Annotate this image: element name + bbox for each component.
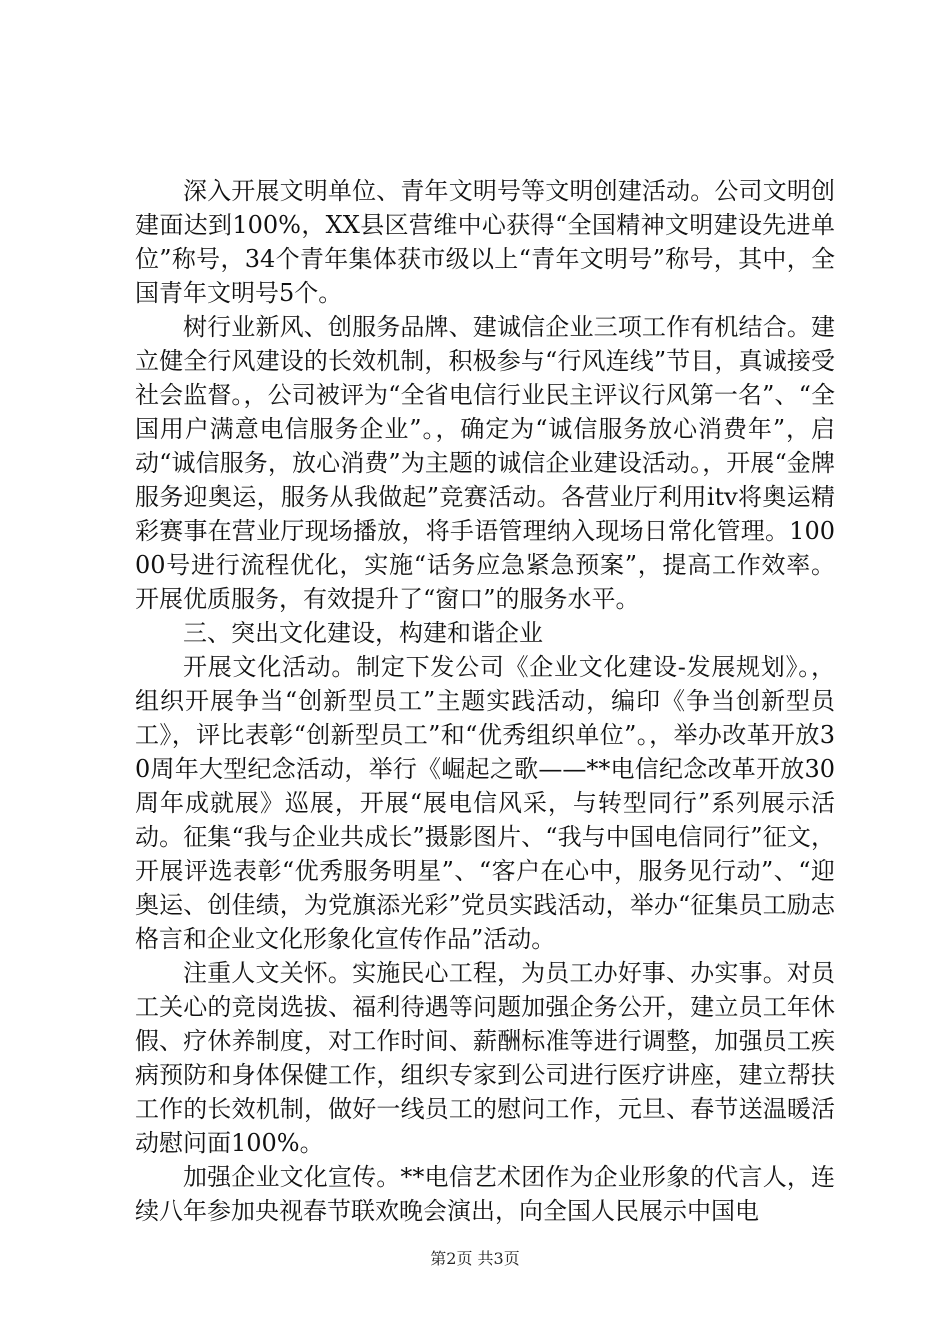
page-number-footer: 第2页 共3页 — [430, 1249, 520, 1268]
paragraph-civilization: 深入开展文明单位、青年文明号等文明创建活动。公司文明创建面达到100%，XX县区营维中心获得“全国精神文明建设先进单位”称号，34个青年集体获市级以上“青年文明号”称号，其中，全国青年文明号5个。 — [135, 177, 835, 307]
paragraph-culture-publicity: 加强企业文化宣传。**电信艺术团作为企业形象的代言人，连续八年参加央视春节联欢晚会演出，向全国人民展示中国电 — [135, 1163, 835, 1225]
paragraph-industry-style: 树行业新风、创服务品牌、建诚信企业三项工作有机结合。建立健全行风建设的长效机制，积极参与“行风连线”节目，真诚接受社会监督。，公司被评为“全省电信行业民主评议行风第一名”、“全国用户满意电信服务企业”。，确定为“诚信服务放心消费年”，启动“诚信服务，放心消费”为主题的诚信企业建设活动。，开展“金牌服务迎奥运，服务从我做起”竞赛活动。各营业厅利用itv将奥运精彩赛事在营业厅现场播放，将手语管理纳入现场日常化管理。10000号进行流程优化，实施“话务应急紧急预案”，提高工作效率。开展优质服务，有效提升了“窗口”的服务水平。 — [135, 313, 835, 613]
paragraph-culture-activities: 开展文化活动。制定下发公司《企业文化建设-发展规划》。，组织开展争当“创新型员工”主题实践活动，编印《争当创新型员工》，评比表彰“创新型员工”和“优秀组织单位”。，举办改革开放30周年大型纪念活动，举行《崛起之歌——**电信纪念改革开放30周年成就展》巡展，开展“展电信风采，与转型同行”系列展示活动。征集“我与企业共成长”摄影图片、“我与中国电信同行”征文，开展评选表彰“优秀服务明星”、“客户在心中，服务见行动”、“迎奥运、创佳绩，为党旗添光彩”党员实践活动，举办“征集员工励志格言和企业文化形象化宣传作品”活动。 — [135, 653, 835, 953]
paragraph-humanistic-care: 注重人文关怀。实施民心工程，为员工办好事、办实事。对员工关心的竞岗选拔、福利待遇等问题加强企务公开，建立员工年休假、疗休养制度，对工作时间、薪酬标准等进行调整，加强员工疾病预防和身体保健工作，组织专家到公司进行医疗讲座，建立帮扶工作的长效机制，做好一线员工的慰问工作，元旦、春节送温暖活动慰问面100%。 — [135, 959, 835, 1157]
section-heading-culture: 三、突出文化建设，构建和谐企业 — [183, 619, 543, 647]
document-body — [135, 174, 835, 1228]
